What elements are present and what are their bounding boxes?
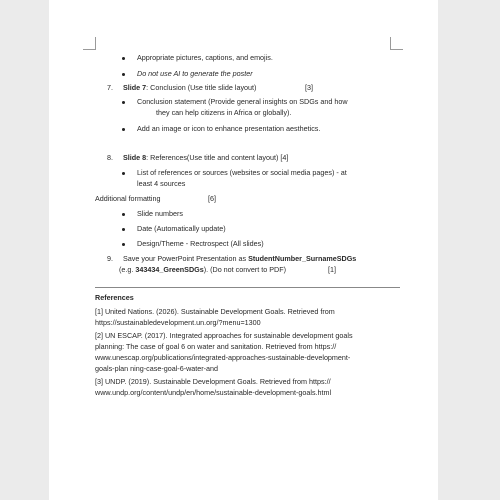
bullet-icon — [122, 213, 125, 216]
list-number: 9. — [107, 254, 113, 263]
list-item: Conclusion statement (Provide general insights on SDGs and how — [137, 97, 348, 106]
instruction-text: Save your PowerPoint Presentation as — [123, 254, 249, 263]
list-item: Do not use AI to generate the poster — [137, 69, 253, 78]
list-item: Appropriate pictures, captions, and emojis. — [137, 53, 273, 62]
marks: [3] — [305, 83, 313, 92]
divider — [95, 287, 400, 288]
bullet-icon — [122, 101, 125, 104]
instruction-text: (e.g. — [119, 265, 136, 274]
reference-line: [1] United Nations. (2026). Sustainable Development Goals. Retrieved from — [95, 307, 335, 316]
slide-7-heading — [123, 83, 256, 93]
bullet-icon — [122, 73, 125, 76]
references-heading: References — [95, 293, 134, 302]
slide-description: : Conclusion (Use title slide layout) — [146, 83, 257, 92]
slide-description: : References(Use title and content layout) [4] — [146, 153, 289, 162]
slide-8-heading — [123, 153, 288, 163]
bullet-icon — [122, 128, 125, 131]
list-item: List of references or sources (websites or social media pages) - at — [137, 168, 347, 177]
margin-corner-top-left — [83, 37, 96, 50]
reference-line: [2] UN ESCAP. (2017). Integrated approaches for sustainable development goals — [95, 331, 353, 340]
filename-example: 343434_GreenSDGs — [135, 265, 204, 274]
bullet-icon — [122, 243, 125, 246]
reference-line: [3] UNDP. (2019). Sustainable Development Goals. Retrieved from https:// — [95, 377, 331, 386]
marks: [6] — [208, 194, 216, 203]
reference-line: www.unescap.org/publications/integrated-approaches-sustainable-development- — [95, 353, 351, 362]
save-instruction-example — [119, 265, 286, 275]
bullet-icon — [122, 172, 125, 175]
list-item: Slide numbers — [137, 209, 183, 218]
list-item: Design/Theme - Rectrospect (All slides) — [137, 239, 264, 248]
list-number: 7. — [107, 83, 113, 92]
list-item: Date (Automatically update) — [137, 224, 226, 233]
list-item-continuation: they can help citizens in Africa or globally). — [156, 108, 292, 117]
margin-corner-top-right — [390, 37, 403, 50]
bullet-icon — [122, 228, 125, 231]
document-page — [49, 0, 438, 500]
slide-title: Slide 8 — [123, 153, 147, 162]
reference-line: https://sustainabledevelopment.un.org/?menu=1300 — [95, 318, 261, 327]
list-item-continuation: least 4 sources — [137, 179, 186, 188]
instruction-text: ). (Do not convert to PDF) — [203, 265, 286, 274]
filename-format: StudentNumber_SurnameSDGs — [248, 254, 357, 263]
reference-line: planning: The case of goal 6 on water and sanitation. Retrieved from https:// — [95, 342, 337, 351]
reference-line: www.undp.org/content/undp/en/home/sustainable-development-goals.html — [95, 388, 332, 397]
save-instruction — [123, 254, 356, 264]
slide-title: Slide 7 — [123, 83, 147, 92]
list-number: 8. — [107, 153, 113, 162]
reference-line: goals-plan ning-case-goal-6-water-and — [95, 364, 219, 373]
bullet-icon — [122, 57, 125, 60]
additional-formatting-label: Additional formatting — [95, 194, 161, 203]
marks: [1] — [328, 265, 336, 274]
list-item: Add an image or icon to enhance presentation aesthetics. — [137, 124, 321, 133]
